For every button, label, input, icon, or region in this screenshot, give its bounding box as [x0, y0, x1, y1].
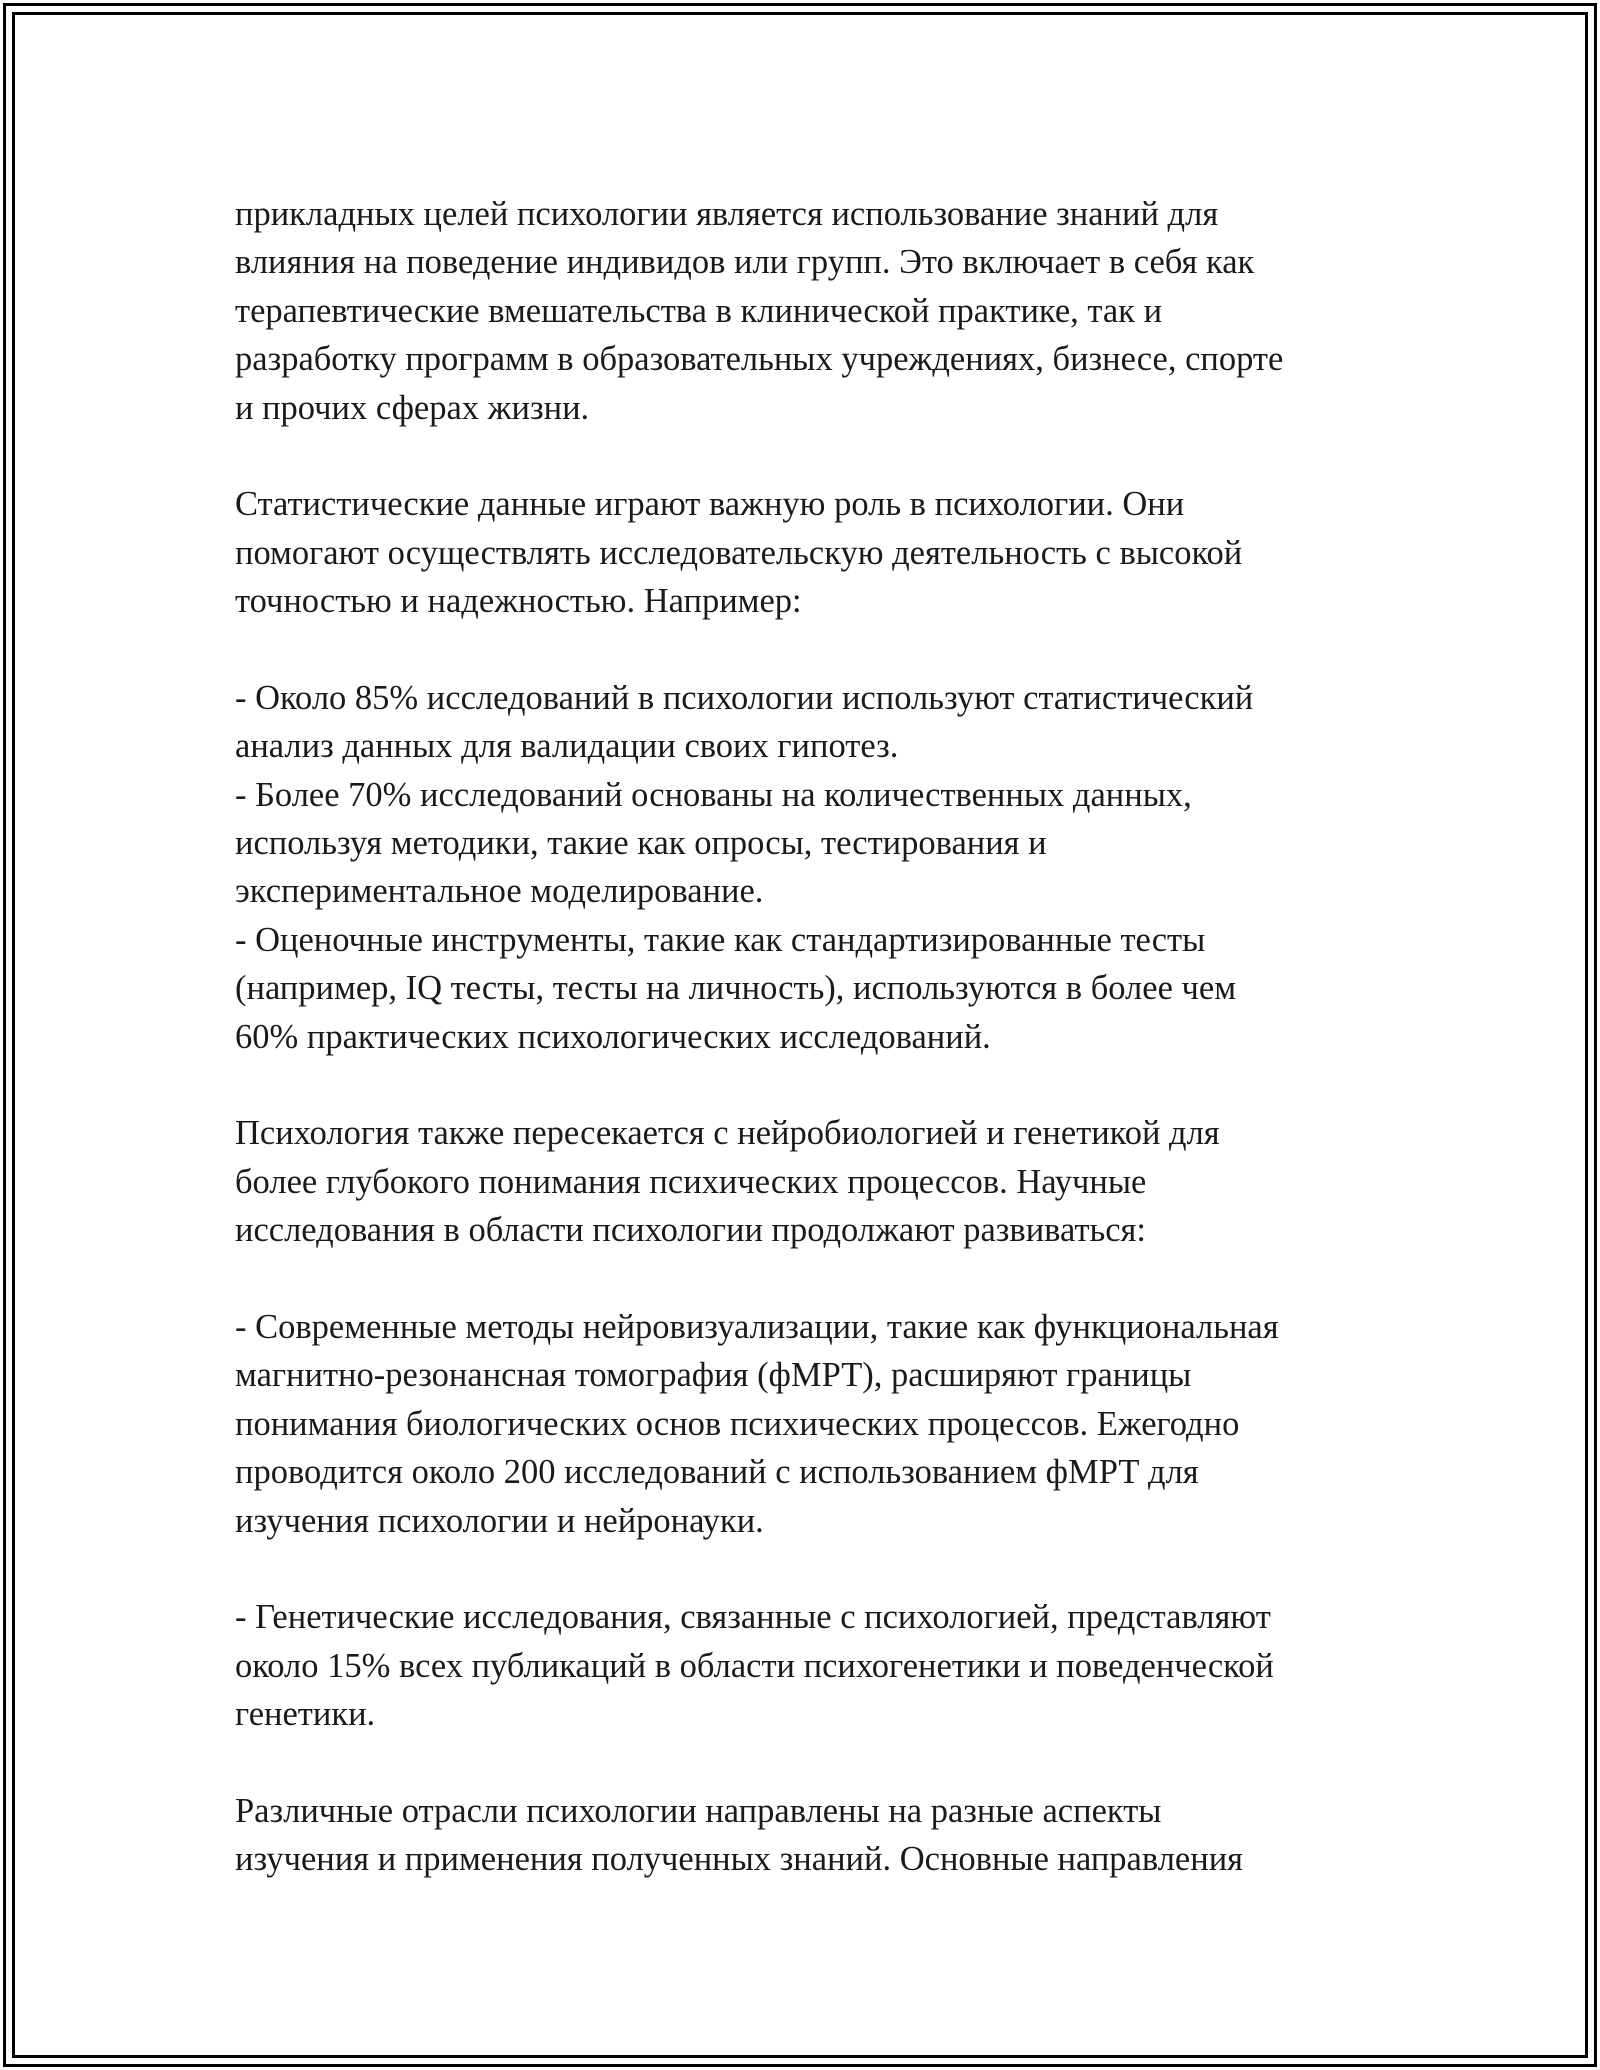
text-line: исследования в области психологии продолжают развиваться:	[235, 1211, 1147, 1250]
paragraph-applied-goals	[235, 190, 1365, 432]
list-item-line: используя методики, такие как опросы, тестирования и	[235, 824, 1047, 863]
paragraph-spacer	[235, 1255, 1365, 1303]
list-item-line: - Современные методы нейровизуализации, такие как функциональная	[235, 1307, 1279, 1346]
list-item-line: - Генетические исследования, связанные с психологией, представляют	[235, 1598, 1271, 1637]
paragraph-spacer	[235, 626, 1365, 674]
text-line: Психология также пересекается с нейробиологией и генетикой для	[235, 1114, 1220, 1153]
list-item-line: - Оценочные инструменты, такие как стандартизированные тесты	[235, 920, 1206, 959]
document-body	[235, 190, 1365, 1884]
list-item-line: (например, IQ тесты, тесты на личность), используются в более чем	[235, 969, 1237, 1008]
text-line: и прочих сферах жизни.	[235, 388, 590, 427]
list-item-line: анализ данных для валидации своих гипотез.	[235, 727, 899, 766]
paragraph-spacer	[235, 432, 1365, 480]
list-item-genetics	[235, 1593, 1365, 1738]
text-line: Статистические данные играют важную роль в психологии. Они	[235, 485, 1185, 524]
text-line: изучения и применения полученных знаний. Основные направления	[235, 1840, 1244, 1879]
list-item-line: - Более 70% исследований основаны на количественных данных,	[235, 775, 1192, 814]
statistics-list	[235, 674, 1365, 1061]
paragraph-spacer	[235, 1061, 1365, 1109]
text-line: помогают осуществлять исследовательскую деятельность с высокой	[235, 533, 1243, 572]
text-line: точностью и надежностью. Например:	[235, 582, 802, 621]
list-item-line: - Около 85% исследований в психологии используют статистический	[235, 678, 1254, 717]
list-item-line: проводится около 200 исследований с использованием фМРТ для	[235, 1453, 1199, 1492]
text-line: разработку программ в образовательных учреждениях, бизнесе, спорте	[235, 340, 1284, 379]
text-line: влияния на поведение индивидов или групп. Это включает в себя как	[235, 243, 1255, 282]
text-line: прикладных целей психологии является использование знаний для	[235, 195, 1219, 233]
list-item-line: экспериментальное моделирование.	[235, 872, 764, 911]
text-line: терапевтические вмешательства в клинической практике, так и	[235, 291, 1163, 330]
paragraph-statistics	[235, 480, 1365, 625]
paragraph-neuroscience	[235, 1109, 1365, 1254]
list-item-line: 60% практических психологических исследований.	[235, 1017, 991, 1056]
list-item-line: около 15% всех публикаций в области психогенетики и поведенческой	[235, 1646, 1274, 1685]
list-item-line: магнитно-резонансная томография (фМРТ), расширяют границы	[235, 1356, 1192, 1395]
text-line: Различные отрасли психологии направлены на разные аспекты	[235, 1791, 1162, 1830]
paragraph-spacer	[235, 1739, 1365, 1787]
list-item-neuroimaging	[235, 1303, 1365, 1545]
paragraph-branches	[235, 1787, 1365, 1884]
list-item-line: изучения психологии и нейронауки.	[235, 1501, 764, 1540]
list-item-line: понимания биологических основ психических процессов. Ежегодно	[235, 1404, 1240, 1443]
paragraph-spacer	[235, 1545, 1365, 1593]
list-item-line: генетики.	[235, 1695, 376, 1734]
text-line: более глубокого понимания психических процессов. Научные	[235, 1162, 1147, 1201]
